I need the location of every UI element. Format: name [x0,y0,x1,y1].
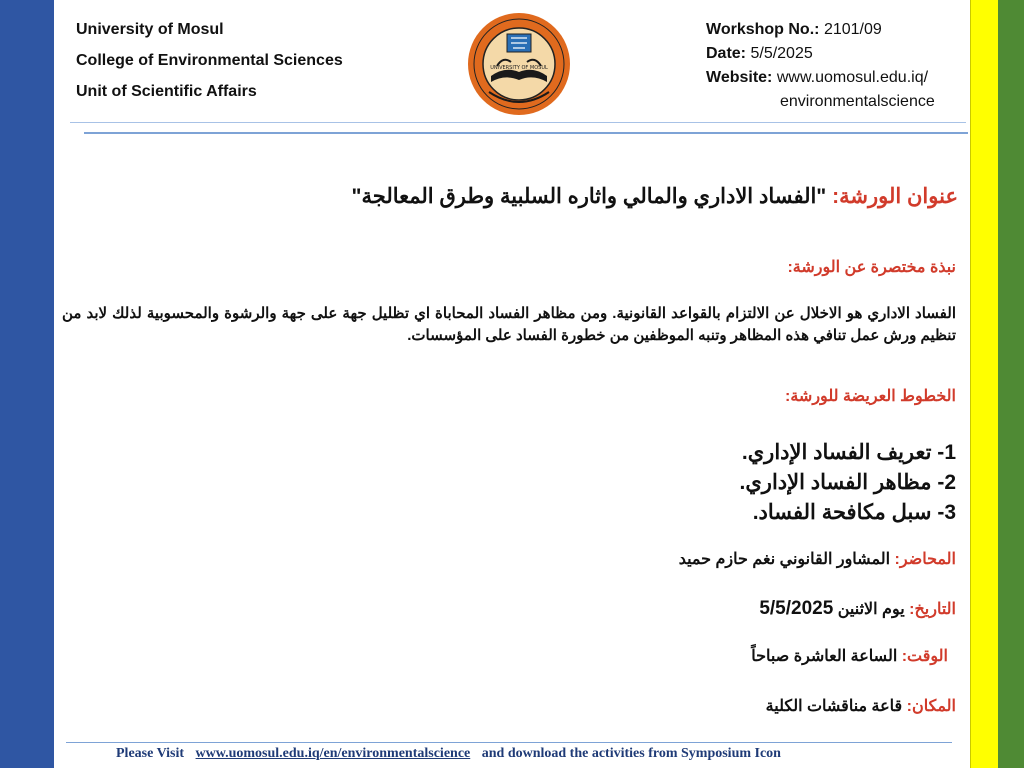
header-date: 5/5/2025 [750,45,813,62]
unit-name: Unit of Scientific Affairs [76,83,257,100]
date-value: 5/5/2025 [759,598,834,619]
header-divider [84,132,968,134]
college-name: College of Environmental Sciences [76,52,343,69]
university-logo [467,12,571,116]
workshop-number-label: Workshop No.: [706,21,820,38]
lecturer-label: المحاضر: [894,551,956,568]
workshop-number: 2101/09 [823,21,882,38]
website-label: Website: [706,69,773,86]
time-value: الساعة العاشرة صباحاً [751,648,898,665]
time-label: الوقت: [901,648,948,665]
workshop-number-line [706,18,935,42]
website-url-line1[interactable]: www.uomosul.edu.iq/ [776,69,929,86]
website-url-line2[interactable]: environmentalscience [780,93,935,110]
place-value: قاعة مناقشات الكلية [765,698,903,715]
header-workshop-info [706,18,935,114]
outline-item: 2- مظاهر الفساد الإداري. [739,471,956,494]
header-divider-thin [70,122,966,123]
date-label: التاريخ: [909,601,956,618]
svg-text:UNIVERSITY OF MOSUL: UNIVERSITY OF MOSUL [490,65,548,71]
outline-heading: الخطوط العريضة للورشة: [785,388,956,405]
footer-prefix: Please Visit [116,746,185,761]
website-line [706,66,935,90]
workshop-title [352,184,958,209]
header-institution [76,14,343,107]
workshop-title-label: عنوان الورشة: [832,185,958,208]
outline-list [740,438,956,528]
outline-item: 3- سبل مكافحة الفساد. [752,501,956,524]
summary-paragraph: الفساد الاداري هو الاخلال عن الالتزام بالقواعد القانونية. ومن مظاهر الفساد المحاباة اي تظليل جهة على جهة والرشوة والمحسوبية لذلك لابد من تنظيم ورش عمل تنافي هذه المظاهر وتنبه الموظفين من خطورة الفساد على المؤسسات. [62,305,956,344]
university-name: University of Mosul [76,21,224,38]
header-date-line [706,42,935,66]
lecturer-line [679,549,956,569]
right-green-bar [998,0,1024,768]
outline-item: 1- تعريف الفساد الإداري. [741,441,956,464]
header-date-label: Date: [706,45,747,62]
footer-link[interactable]: www.uomosul.edu.iq/en/environmentalscience [195,746,471,761]
footer-notice [116,746,781,762]
footer-divider [66,742,952,743]
date-line [759,598,956,620]
lecturer-name: المشاور القانوني نغم حازم حميد [678,551,891,568]
workshop-title-text: "الفساد الاداري والمالي واثاره السلبية وطرق المعالجة" [351,185,827,208]
footer-suffix: and download the activities from Symposium Icon [481,746,781,761]
summary-heading: نبذة مختصرة عن الورشة: [787,259,956,276]
place-line [766,696,956,716]
place-label: المكان: [906,698,956,715]
time-line [751,646,948,666]
right-yellow-bar [970,0,999,768]
left-color-bar [0,0,54,768]
date-day: يوم الاثنين [837,601,905,618]
